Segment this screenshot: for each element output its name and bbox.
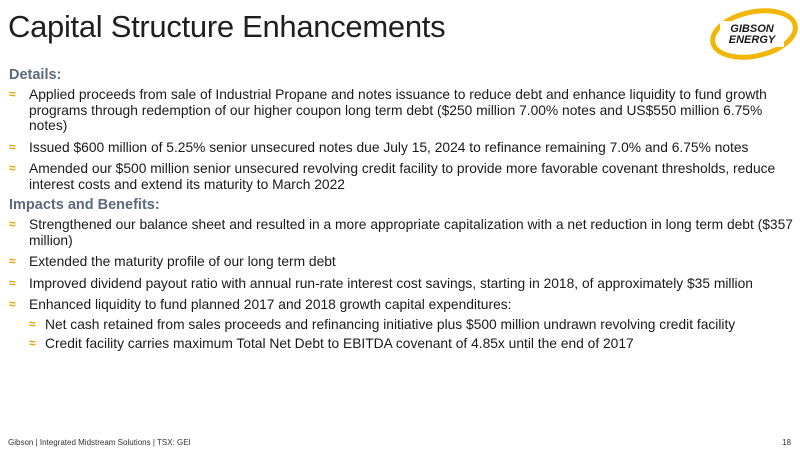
slide-body [9,67,794,358]
impacts-sub-item-text: Net cash retained from sales proceeds and refinancing initiative plus $500 million undrawn revolving credit facility [45,316,736,332]
sub-bullet-marker-icon: ≈ [29,316,36,331]
details-item-text: Applied proceeds from sale of Industrial Propane and notes issuance to reduce debt and enhance liquidity to fund growth programs through redemption of our higher coupon long term debt ($250 million 7.00% notes and US$550 million 6.75% notes) [29,87,767,133]
footer-text: Gibson | Integrated Midstream Solutions | TSX: GEI [8,438,191,447]
impacts-item-text: Enhanced liquidity to fund planned 2017 and 2018 growth capital expenditures: [29,297,512,312]
impacts-sub-item-text: Credit facility carries maximum Total Net Debt to EBITDA covenant of 4.85x until the end of 2017 [45,336,634,351]
impacts-sub-item [29,317,794,333]
gibson-energy-logo [706,8,798,60]
bullet-marker-icon: ≈ [9,254,16,268]
details-item-text: Issued $600 million of 5.25% senior unsecured notes due July 15, 2024 to refinance remaining 7.0% and 6.75% notes [29,139,749,155]
impacts-sub-list [29,317,794,352]
impacts-item-text: Extended the maturity profile of our long term debt [29,254,336,269]
bullet-marker-icon: ≈ [9,275,16,290]
impacts-item-text: Strengthened our balance sheet and resulted in a more appropriate capitalization with a net reduction in long term debt ($357 million) [29,217,793,248]
logo-text-line1: GIBSON [730,23,774,35]
impacts-item [9,254,794,270]
impacts-heading: Impacts and Benefits: [9,197,160,213]
impacts-item [9,217,794,248]
bullet-marker-icon: ≈ [9,87,16,101]
impacts-item-text: Improved dividend payout ratio with annual run-rate interest cost savings, starting in 2018, of approximately $35 million [29,275,753,291]
details-heading: Details: [9,67,62,83]
impacts-item [9,297,794,352]
details-item [9,87,794,134]
bullet-marker-icon: ≈ [9,217,16,231]
details-item [9,161,794,192]
details-item [9,140,794,156]
bullet-marker-icon: ≈ [9,161,16,175]
page-number: 18 [782,438,791,447]
bullet-marker-icon: ≈ [9,139,16,154]
logo-text-line2: ENERGY [728,34,776,46]
details-item-text: Amended our $500 million senior unsecured revolving credit facility to provide more favorable covenant thresholds, reduce interest costs and extend its maturity to March 2022 [29,161,776,192]
sub-bullet-marker-icon: ≈ [29,336,36,350]
bullet-marker-icon: ≈ [9,297,16,311]
impacts-sub-item [29,336,794,352]
impacts-item [9,276,794,292]
slide-title: Capital Structure Enhancements [8,9,446,44]
